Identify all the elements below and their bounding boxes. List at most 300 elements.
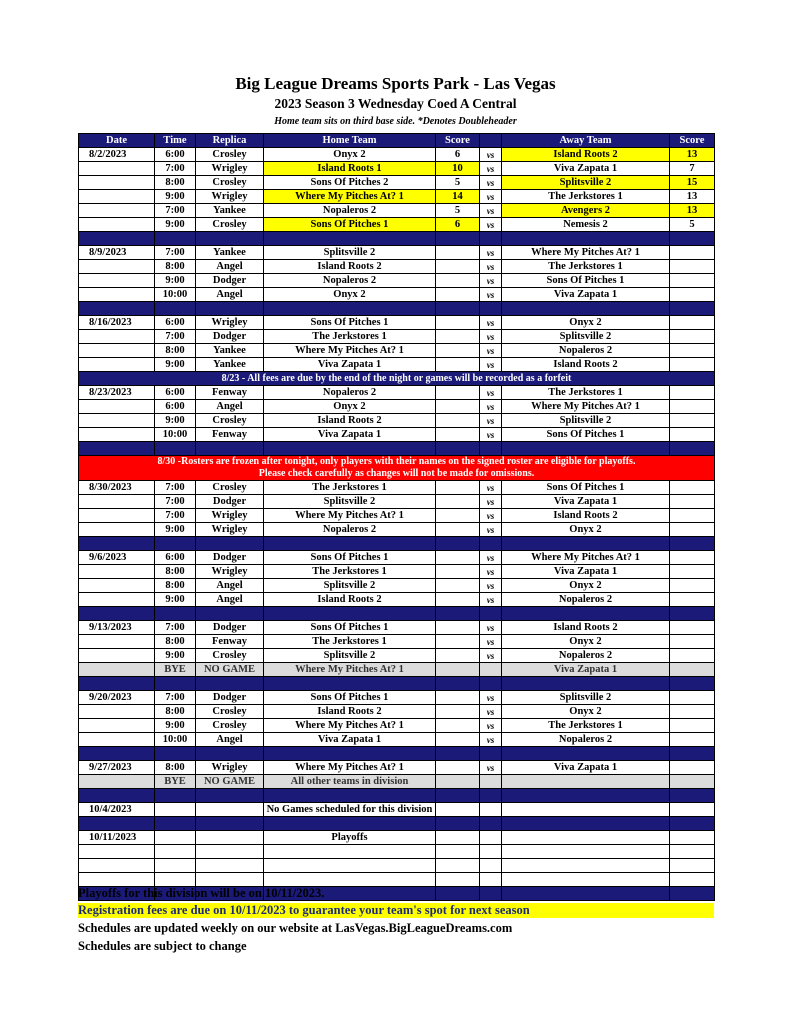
cell-time: BYE (155, 663, 196, 677)
separator-cell (502, 789, 670, 803)
cell-date (79, 190, 155, 204)
cell-home-score (436, 551, 480, 565)
cell-date (79, 523, 155, 537)
game-row (79, 218, 715, 232)
cell-replica: Yankee (196, 204, 264, 218)
game-row (79, 495, 715, 509)
cell-away-score (670, 316, 715, 330)
cell-home-team: Island Roots 2 (264, 260, 436, 274)
cell-away-team: Onyx 2 (502, 523, 670, 537)
cell-home-score: 14 (436, 190, 480, 204)
separator-cell (196, 232, 264, 246)
cell-home-score (436, 316, 480, 330)
cell-date (79, 218, 155, 232)
separator-cell (155, 677, 196, 691)
cell-home-team: Sons Of Pitches 2 (264, 176, 436, 190)
cell-away-score (670, 579, 715, 593)
cell-time (155, 859, 196, 873)
separator-cell (155, 789, 196, 803)
cell-home-team: Sons Of Pitches 1 (264, 621, 436, 635)
cell-away-team: Where My Pitches At? 1 (502, 246, 670, 260)
cell-date (79, 330, 155, 344)
cell-home-score (436, 481, 480, 495)
cell-replica: Wrigley (196, 523, 264, 537)
footer-playoffs-note: Playoffs for this division will be on 10/11/2023. (78, 886, 325, 900)
separator-row (79, 607, 715, 621)
separator-cell (480, 607, 502, 621)
cell-replica (196, 845, 264, 859)
cell-home-score (436, 775, 480, 789)
cell-replica (196, 831, 264, 845)
cell-time: 8:00 (155, 344, 196, 358)
cell-time: 7:00 (155, 621, 196, 635)
separator-cell (79, 442, 155, 456)
cell-home-team: Where My Pitches At? 1 (264, 663, 436, 677)
game-row (79, 873, 715, 887)
separator-cell (155, 442, 196, 456)
cell-away-score (670, 775, 715, 789)
game-row (79, 414, 715, 428)
separator-cell (196, 817, 264, 831)
game-row (79, 593, 715, 607)
cell-replica: Yankee (196, 358, 264, 372)
cell-vs: vs (480, 162, 502, 176)
separator-cell (436, 607, 480, 621)
footer-registration-note: Registration fees are due on 10/11/2023 to guarantee your team's spot for next season (78, 903, 714, 918)
cell-time: 7:00 (155, 162, 196, 176)
cell-vs: vs (480, 288, 502, 302)
col-header-date: Date (79, 134, 155, 148)
cell-home-score (436, 344, 480, 358)
cell-date (79, 414, 155, 428)
cell-date (79, 719, 155, 733)
cell-time: 8:00 (155, 579, 196, 593)
game-row (79, 428, 715, 442)
footer-website-note: Schedules are updated weekly on our website at LasVegas.BigLeagueDreams.com (78, 921, 513, 935)
cell-away-team: Onyx 2 (502, 635, 670, 649)
game-row (79, 162, 715, 176)
cell-home-team: Nopaleros 2 (264, 204, 436, 218)
cell-time (155, 831, 196, 845)
cell-replica: Angel (196, 260, 264, 274)
separator-cell (436, 677, 480, 691)
separator-cell (196, 442, 264, 456)
cell-date: 9/13/2023 (79, 621, 155, 635)
cell-away-score (670, 565, 715, 579)
separator-cell (79, 537, 155, 551)
cell-home-team: No Games scheduled for this division (264, 803, 436, 817)
game-row (79, 316, 715, 330)
game-row (79, 204, 715, 218)
cell-vs: vs (480, 428, 502, 442)
cell-time: 10:00 (155, 288, 196, 302)
separator-cell (502, 302, 670, 316)
cell-away-score (670, 635, 715, 649)
cell-home-score (436, 509, 480, 523)
cell-replica: Crosley (196, 481, 264, 495)
cell-date (79, 649, 155, 663)
cell-time: 6:00 (155, 148, 196, 162)
cell-time (155, 845, 196, 859)
cell-home-score (436, 621, 480, 635)
cell-home-team: Where My Pitches At? 1 (264, 761, 436, 775)
cell-away-score (670, 495, 715, 509)
cell-vs: vs (480, 190, 502, 204)
cell-date (79, 288, 155, 302)
cell-away-team: Splitsville 2 (502, 414, 670, 428)
cell-away-team: Island Roots 2 (502, 509, 670, 523)
cell-replica: Crosley (196, 218, 264, 232)
cell-home-score (436, 873, 480, 887)
separator-row (79, 747, 715, 761)
cell-date (79, 733, 155, 747)
separator-cell (670, 789, 715, 803)
cell-replica: Crosley (196, 649, 264, 663)
cell-away-score (670, 761, 715, 775)
cell-home-score (436, 358, 480, 372)
cell-home-team: Nopaleros 2 (264, 274, 436, 288)
cell-time: 9:00 (155, 190, 196, 204)
separator-cell (196, 537, 264, 551)
cell-home-score (436, 400, 480, 414)
cell-away-team: Sons Of Pitches 1 (502, 274, 670, 288)
cell-away-score (670, 288, 715, 302)
cell-vs: vs (480, 719, 502, 733)
col-header-time: Time (155, 134, 196, 148)
separator-cell (480, 789, 502, 803)
game-row (79, 260, 715, 274)
cell-date: 9/6/2023 (79, 551, 155, 565)
cell-date (79, 663, 155, 677)
cell-time: BYE (155, 775, 196, 789)
cell-home-team: The Jerkstores 1 (264, 565, 436, 579)
cell-time: 6:00 (155, 316, 196, 330)
cell-vs: vs (480, 523, 502, 537)
cell-away-score (670, 344, 715, 358)
separator-cell (670, 607, 715, 621)
separator-cell (502, 677, 670, 691)
cell-away-team (502, 859, 670, 873)
game-row (79, 705, 715, 719)
cell-home-score (436, 495, 480, 509)
cell-vs (480, 803, 502, 817)
cell-home-team: Where My Pitches At? 1 (264, 719, 436, 733)
cell-date (79, 400, 155, 414)
separator-cell (264, 747, 436, 761)
separator-cell (670, 677, 715, 691)
cell-home-score (436, 859, 480, 873)
separator-cell (155, 747, 196, 761)
cell-home-team: Where My Pitches At? 1 (264, 509, 436, 523)
cell-away-score (670, 551, 715, 565)
cell-date (79, 579, 155, 593)
cell-home-team: Splitsville 2 (264, 495, 436, 509)
cell-home-score (436, 565, 480, 579)
cell-date: 10/11/2023 (79, 831, 155, 845)
cell-home-team: Where My Pitches At? 1 (264, 344, 436, 358)
cell-away-score: 13 (670, 148, 715, 162)
cell-vs: vs (480, 691, 502, 705)
cell-vs: vs (480, 274, 502, 288)
separator-cell (264, 789, 436, 803)
separator-cell (79, 747, 155, 761)
cell-away-team: Avengers 2 (502, 204, 670, 218)
cell-vs: vs (480, 246, 502, 260)
game-row (79, 523, 715, 537)
cell-replica: Wrigley (196, 190, 264, 204)
cell-home-team: Island Roots 2 (264, 705, 436, 719)
cell-away-score (670, 246, 715, 260)
separator-cell (196, 607, 264, 621)
col-header-vs (480, 134, 502, 148)
separator-cell (670, 302, 715, 316)
cell-home-team: All other teams in division (264, 775, 436, 789)
separator-cell (264, 302, 436, 316)
cell-away-score (670, 274, 715, 288)
cell-date (79, 260, 155, 274)
footer-change-note: Schedules are subject to change (78, 939, 247, 953)
cell-home-team: Sons Of Pitches 1 (264, 218, 436, 232)
separator-cell (502, 442, 670, 456)
separator-cell (196, 677, 264, 691)
cell-time: 9:00 (155, 649, 196, 663)
cell-date: 8/16/2023 (79, 316, 155, 330)
separator-cell (670, 747, 715, 761)
game-row (79, 691, 715, 705)
cell-time (155, 873, 196, 887)
cell-home-score: 6 (436, 218, 480, 232)
cell-home-team (264, 859, 436, 873)
game-row (79, 176, 715, 190)
cell-vs: vs (480, 218, 502, 232)
cell-home-team: Sons Of Pitches 1 (264, 316, 436, 330)
cell-away-team: Viva Zapata 1 (502, 162, 670, 176)
cell-home-score (436, 428, 480, 442)
separator-cell (502, 817, 670, 831)
cell-time: 6:00 (155, 386, 196, 400)
cell-home-team: Island Roots 2 (264, 593, 436, 607)
cell-away-score (670, 260, 715, 274)
cell-home-team: The Jerkstores 1 (264, 330, 436, 344)
cell-away-team (502, 873, 670, 887)
cell-home-score: 5 (436, 176, 480, 190)
cell-time: 8:00 (155, 635, 196, 649)
cell-home-team: Splitsville 2 (264, 649, 436, 663)
cell-replica: Dodger (196, 274, 264, 288)
cell-away-team: Viva Zapata 1 (502, 663, 670, 677)
roster-freeze-line1: 8/30 -Rosters are frozen after tonight, only players with their names on the signed roster are eligible for playoffs. (157, 456, 636, 467)
cell-home-team: Viva Zapata 1 (264, 428, 436, 442)
cell-date (79, 509, 155, 523)
cell-away-score (670, 831, 715, 845)
cell-replica: Dodger (196, 495, 264, 509)
cell-home-score (436, 663, 480, 677)
separator-cell (480, 747, 502, 761)
cell-vs: vs (480, 204, 502, 218)
cell-replica: Fenway (196, 428, 264, 442)
separator-row (79, 537, 715, 551)
separator-cell (436, 232, 480, 246)
cell-away-score (670, 523, 715, 537)
cell-away-team: Onyx 2 (502, 579, 670, 593)
separator-cell (670, 442, 715, 456)
cell-vs: vs (480, 176, 502, 190)
cell-replica: Wrigley (196, 565, 264, 579)
cell-away-score (670, 400, 715, 414)
separator-cell (480, 817, 502, 831)
cell-away-team: Sons Of Pitches 1 (502, 428, 670, 442)
separator-cell (502, 232, 670, 246)
separator-cell (480, 677, 502, 691)
cell-date: 8/23/2023 (79, 386, 155, 400)
game-row (79, 579, 715, 593)
separator-cell (670, 232, 715, 246)
cell-date (79, 204, 155, 218)
cell-away-team (502, 845, 670, 859)
separator-cell (670, 537, 715, 551)
cell-away-score (670, 481, 715, 495)
cell-date (79, 344, 155, 358)
separator-cell (196, 789, 264, 803)
col-header-replica: Replica (196, 134, 264, 148)
cell-away-team: Island Roots 2 (502, 358, 670, 372)
separator-cell (502, 607, 670, 621)
col-header-away-team: Away Team (502, 134, 670, 148)
cell-home-score: 6 (436, 148, 480, 162)
cell-date (79, 635, 155, 649)
game-row (79, 288, 715, 302)
separator-cell (436, 817, 480, 831)
cell-away-score: 5 (670, 218, 715, 232)
cell-vs: vs (480, 635, 502, 649)
cell-vs (480, 775, 502, 789)
cell-home-score (436, 691, 480, 705)
separator-cell (480, 302, 502, 316)
cell-replica: NO GAME (196, 775, 264, 789)
table-header-row (79, 134, 715, 148)
cell-away-score (670, 649, 715, 663)
cell-replica: Angel (196, 593, 264, 607)
game-row (79, 719, 715, 733)
cell-replica: Wrigley (196, 509, 264, 523)
separator-cell (480, 442, 502, 456)
col-header-away-score: Score (670, 134, 715, 148)
cell-replica: Crosley (196, 705, 264, 719)
cell-time: 7:00 (155, 204, 196, 218)
cell-home-team: Splitsville 2 (264, 579, 436, 593)
cell-date (79, 176, 155, 190)
cell-vs: vs (480, 579, 502, 593)
cell-replica: Wrigley (196, 761, 264, 775)
game-row (79, 509, 715, 523)
cell-away-score (670, 859, 715, 873)
cell-away-score: 7 (670, 162, 715, 176)
cell-date: 9/27/2023 (79, 761, 155, 775)
cell-date (79, 162, 155, 176)
separator-row (79, 817, 715, 831)
game-row (79, 621, 715, 635)
cell-home-score (436, 593, 480, 607)
cell-away-team: Viva Zapata 1 (502, 495, 670, 509)
game-row (79, 649, 715, 663)
cell-time: 6:00 (155, 400, 196, 414)
cell-replica: Angel (196, 400, 264, 414)
cell-away-team: The Jerkstores 1 (502, 719, 670, 733)
cell-date (79, 428, 155, 442)
cell-vs: vs (480, 358, 502, 372)
separator-row (79, 442, 715, 456)
cell-away-team: Nopaleros 2 (502, 593, 670, 607)
cell-time: 9:00 (155, 218, 196, 232)
separator-cell (79, 302, 155, 316)
cell-home-score (436, 288, 480, 302)
cell-time: 7:00 (155, 246, 196, 260)
cell-away-team: The Jerkstores 1 (502, 260, 670, 274)
cell-time: 7:00 (155, 509, 196, 523)
separator-cell (264, 677, 436, 691)
cell-vs: vs (480, 495, 502, 509)
game-row (79, 400, 715, 414)
schedule-table (78, 133, 715, 901)
cell-home-score (436, 414, 480, 428)
cell-home-team: Where My Pitches At? 1 (264, 190, 436, 204)
separator-cell (480, 537, 502, 551)
game-row (79, 635, 715, 649)
cell-date (79, 775, 155, 789)
separator-cell (79, 232, 155, 246)
separator-cell (79, 607, 155, 621)
cell-date (79, 565, 155, 579)
cell-home-score (436, 719, 480, 733)
separator-cell (502, 747, 670, 761)
cell-away-team: The Jerkstores 1 (502, 386, 670, 400)
cell-time: 9:00 (155, 719, 196, 733)
cell-away-score (670, 873, 715, 887)
cell-vs: vs (480, 414, 502, 428)
cell-away-team: Nopaleros 2 (502, 649, 670, 663)
cell-away-team: Where My Pitches At? 1 (502, 551, 670, 565)
cell-away-team (502, 775, 670, 789)
cell-time: 7:00 (155, 495, 196, 509)
separator-cell (155, 817, 196, 831)
cell-vs: vs (480, 565, 502, 579)
separator-cell (264, 232, 436, 246)
cell-time: 7:00 (155, 481, 196, 495)
game-row (79, 386, 715, 400)
cell-home-score (436, 761, 480, 775)
separator-row (79, 789, 715, 803)
cell-away-team: Nopaleros 2 (502, 344, 670, 358)
cell-replica: NO GAME (196, 663, 264, 677)
cell-replica (196, 803, 264, 817)
game-row (79, 733, 715, 747)
cell-vs: vs (480, 761, 502, 775)
cell-away-team: Island Roots 2 (502, 148, 670, 162)
cell-vs: vs (480, 260, 502, 274)
separator-cell (264, 817, 436, 831)
cell-date: 8/30/2023 (79, 481, 155, 495)
cell-time (155, 803, 196, 817)
cell-time: 10:00 (155, 428, 196, 442)
game-row (79, 358, 715, 372)
cell-replica (196, 873, 264, 887)
cell-away-score (670, 845, 715, 859)
cell-home-score (436, 649, 480, 663)
separator-cell (264, 607, 436, 621)
cell-away-team: Onyx 2 (502, 316, 670, 330)
cell-vs (480, 663, 502, 677)
cell-date (79, 845, 155, 859)
